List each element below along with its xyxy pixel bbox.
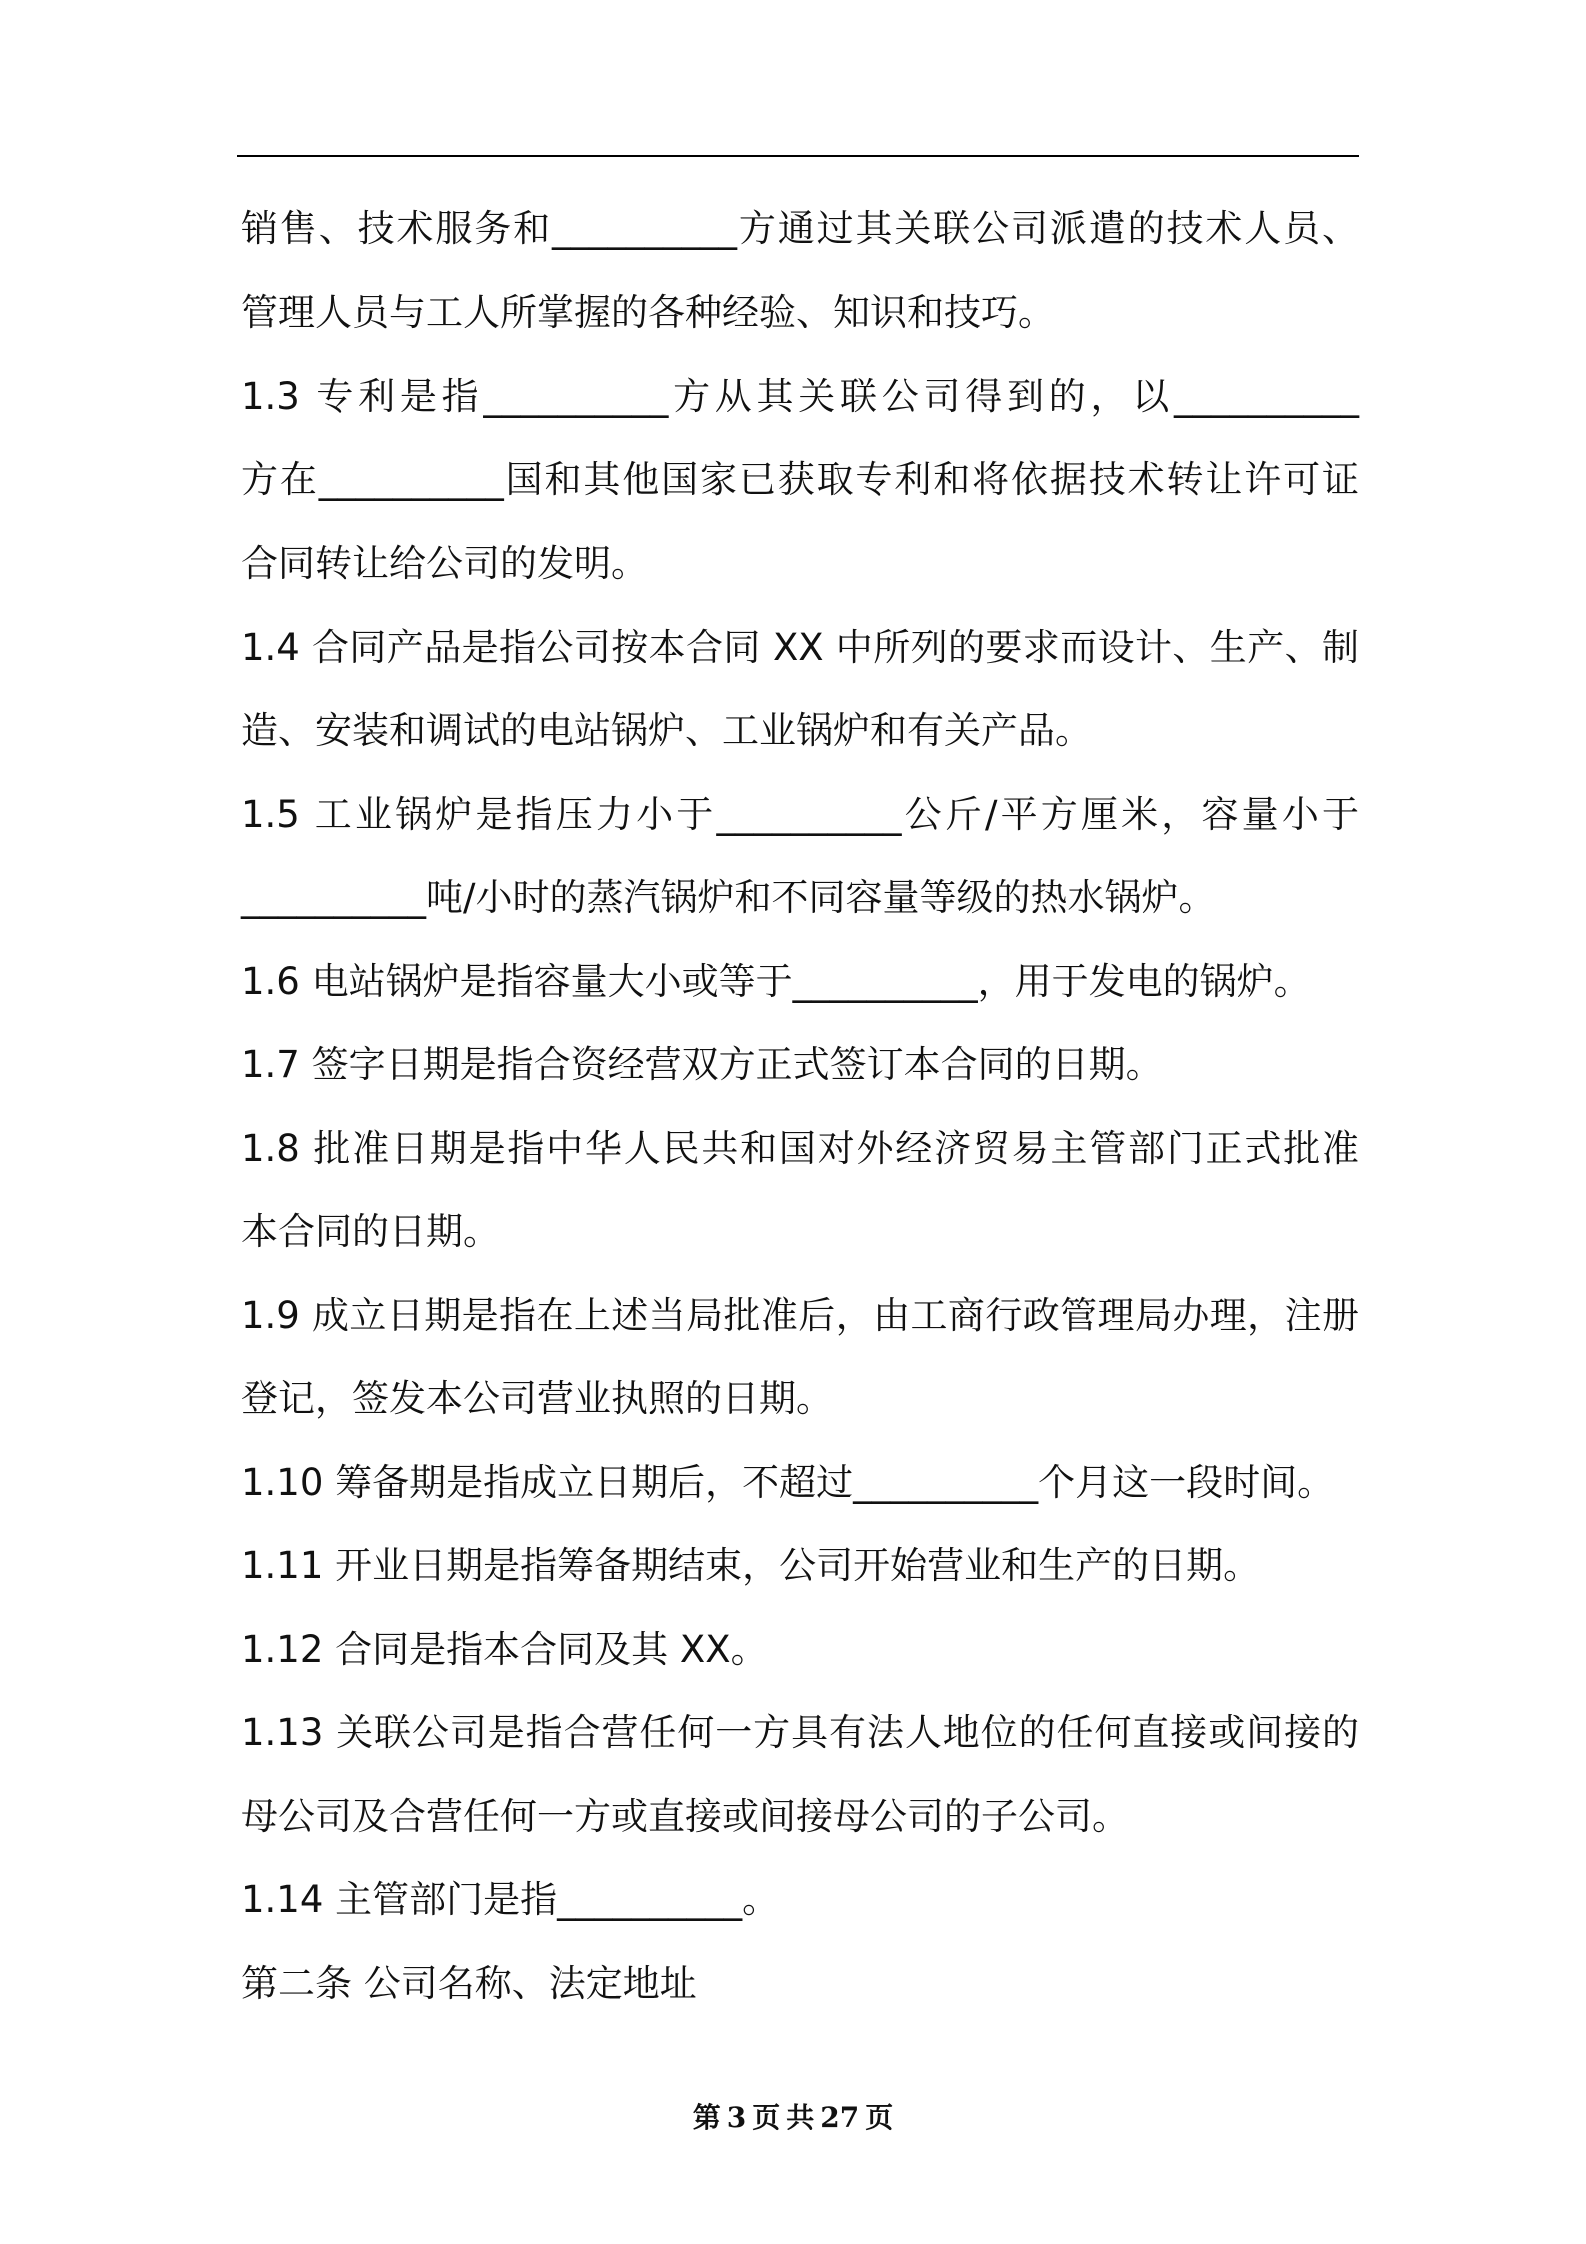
paragraph-line: 1.9 成立日期是指在上述当局批准后，由工商行政管理局办理，注册 [241, 1294, 1359, 1337]
paragraph-line: 1.11 开业日期是指筹备期结束，公司开始营业和生产的日期。 [241, 1544, 1261, 1587]
paragraph-line: 1.3 专利是指__________方从其关联公司得到的，以__________ [241, 375, 1359, 418]
paragraph-line: 母公司及合营任何一方或直接或间接母公司的子公司。 [241, 1795, 1129, 1838]
page-footer [0, 2098, 1586, 2138]
paragraph-line: 1.5 工业锅炉是指压力小于__________公斤/平方厘米，容量小于 [241, 793, 1359, 836]
paragraph-line: 1.8 批准日期是指中华人民共和国对外经济贸易主管部门正式批准 [241, 1127, 1359, 1170]
paragraph-line: 1.10 筹备期是指成立日期后，不超过__________个月这一段时间。 [241, 1461, 1335, 1504]
paragraph-line: __________吨/小时的蒸汽锅炉和不同容量等级的热水锅炉。 [241, 876, 1216, 919]
paragraph-line: 1.12 合同是指本合同及其 XX。 [241, 1628, 768, 1671]
paragraph-line: 1.7 签字日期是指合资经营双方正式签订本合同的日期。 [241, 1043, 1163, 1086]
footer-label-total-unit: 页 [865, 2101, 894, 2134]
paragraph-line: 销售、技术服务和__________方通过其关联公司派遣的技术人员、 [241, 207, 1359, 250]
paragraph-line: 合同转让给公司的发明。 [241, 542, 648, 585]
footer-label-page: 第 [692, 2101, 721, 2134]
paragraph-line: 1.13 关联公司是指合营任何一方具有法人地位的任何直接或间接的 [241, 1711, 1359, 1754]
footer-label-total: 共 [786, 2101, 815, 2134]
paragraph-line: 登记，签发本公司营业执照的日期。 [241, 1377, 833, 1420]
footer-current-page: 3 [726, 2101, 747, 2134]
section-heading: 第二条 公司名称、法定地址 [241, 1962, 697, 2005]
paragraph-line: 方在__________国和其他国家已获取专利和将依据技术转让许可证 [241, 458, 1359, 501]
paragraph-line: 1.4 合同产品是指公司按本合同 XX 中所列的要求而设计、生产、制 [241, 626, 1359, 669]
footer-total-pages: 27 [820, 2101, 860, 2134]
paragraph-line: 造、安装和调试的电站锅炉、工业锅炉和有关产品。 [241, 709, 1092, 752]
footer-label-page-unit: 页 [752, 2101, 781, 2134]
paragraph-line: 1.14 主管部门是指__________。 [241, 1878, 780, 1921]
header-rule [237, 155, 1359, 157]
paragraph-line: 1.6 电站锅炉是指容量大小或等于__________，用于发电的锅炉。 [241, 960, 1311, 1003]
paragraph-line: 管理人员与工人所掌握的各种经验、知识和技巧。 [241, 291, 1055, 334]
paragraph-line: 本合同的日期。 [241, 1210, 500, 1253]
